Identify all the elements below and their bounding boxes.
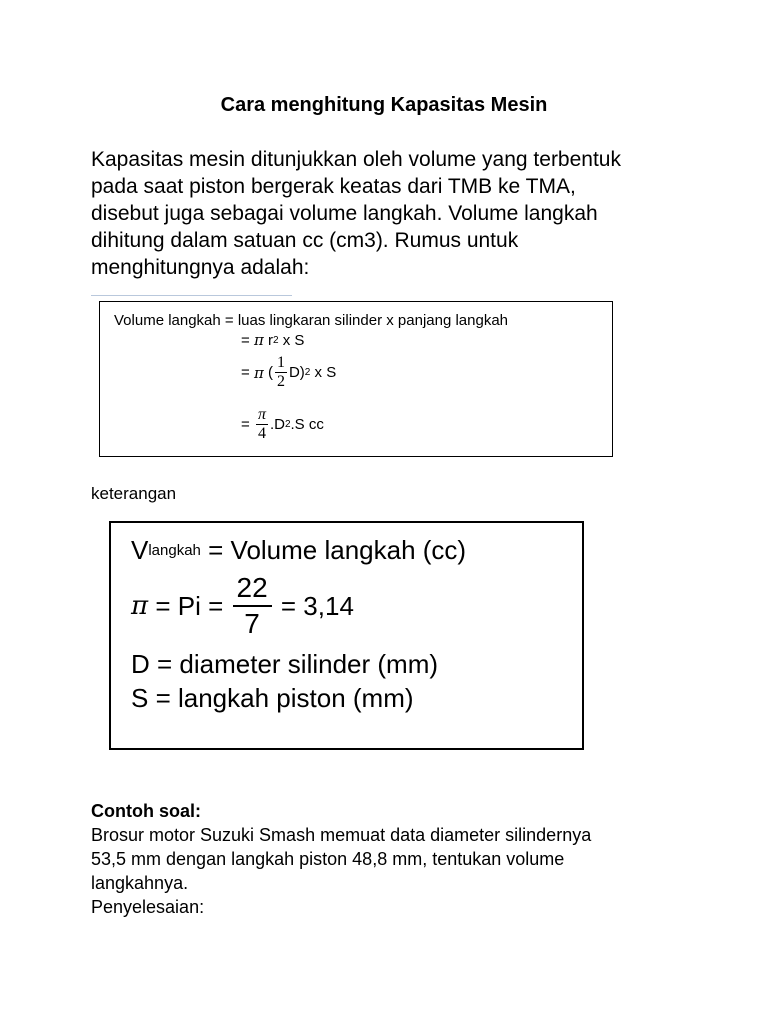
fraction-denominator: 2 xyxy=(276,373,285,390)
equals-sign: = xyxy=(241,331,250,349)
formula-step-1 xyxy=(241,331,304,349)
legend-volume xyxy=(131,535,466,566)
pi-symbol: π xyxy=(253,331,264,349)
example-line: langkahnya. xyxy=(91,873,189,893)
pi-value: = 3,14 xyxy=(280,590,354,621)
exponent: 2 xyxy=(272,334,279,346)
diameter-symbol: .D xyxy=(269,416,285,433)
radius-symbol: r xyxy=(267,331,273,349)
example-heading: Contoh soal: xyxy=(91,801,201,821)
example-line: 53,5 mm dengan langkah piston 48,8 mm, tentukan volume xyxy=(91,849,565,869)
formula-heading: Volume langkah = luas lingkaran silinder x panjang langkah xyxy=(114,312,509,329)
fraction-numerator: π xyxy=(257,406,266,423)
formula-box xyxy=(99,301,613,457)
legend-box xyxy=(109,521,584,750)
divider-line xyxy=(91,295,292,296)
fraction-numerator: 22 xyxy=(233,571,272,607)
pi-symbol: π xyxy=(253,363,264,382)
intro-line: pada saat piston bergerak keatas dari TMB ke TMA, xyxy=(91,175,576,198)
intro-line: disebut juga sebagai volume langkah. Volume langkah xyxy=(91,202,598,225)
formula-rest: x S xyxy=(282,331,305,349)
formula-rest: .S cc xyxy=(290,416,324,433)
fraction-22-7 xyxy=(233,571,272,641)
intro-paragraph xyxy=(91,146,691,281)
equals-sign: = xyxy=(241,416,250,433)
volume-subscript: langkah xyxy=(148,542,201,559)
legend-diameter: D = diameter silinder (mm) xyxy=(131,649,439,679)
intro-line: menghitungnya adalah: xyxy=(91,256,310,279)
equals-sign: = xyxy=(241,364,250,381)
volume-definition: = Volume langkah (cc) xyxy=(208,535,467,565)
formula-step-3 xyxy=(241,406,324,443)
intro-line: dihitung dalam satuan cc (cm3). Rumus untuk xyxy=(91,229,519,252)
fraction-denominator: 4 xyxy=(257,425,266,442)
fraction-half xyxy=(275,354,287,391)
solution-label: Penyelesaian: xyxy=(91,897,205,917)
fraction-numerator: 1 xyxy=(276,354,285,371)
exponent: 2 xyxy=(304,367,311,378)
pi-definition: = Pi = xyxy=(155,590,224,621)
page-title: Cara menghitung Kapasitas Mesin xyxy=(220,94,548,116)
exponent: 2 xyxy=(284,419,291,430)
intro-line: Kapasitas mesin ditunjukkan oleh volume yang terbentuk xyxy=(91,148,621,171)
fraction-denominator: 7 xyxy=(244,608,260,639)
legend-stroke: S = langkah piston (mm) xyxy=(131,683,414,713)
volume-symbol: V xyxy=(131,535,149,565)
example-section xyxy=(91,799,691,919)
diameter-symbol: D) xyxy=(288,364,305,381)
open-paren: ( xyxy=(267,364,273,381)
fraction-pi-quarter xyxy=(256,406,268,443)
pi-symbol: π xyxy=(131,591,149,621)
example-line: Brosur motor Suzuki Smash memuat data diameter silindernya xyxy=(91,825,592,845)
keterangan-label: keterangan xyxy=(91,484,177,503)
formula-step-2 xyxy=(241,354,336,391)
legend-pi xyxy=(131,571,354,641)
formula-rest: x S xyxy=(314,364,337,381)
